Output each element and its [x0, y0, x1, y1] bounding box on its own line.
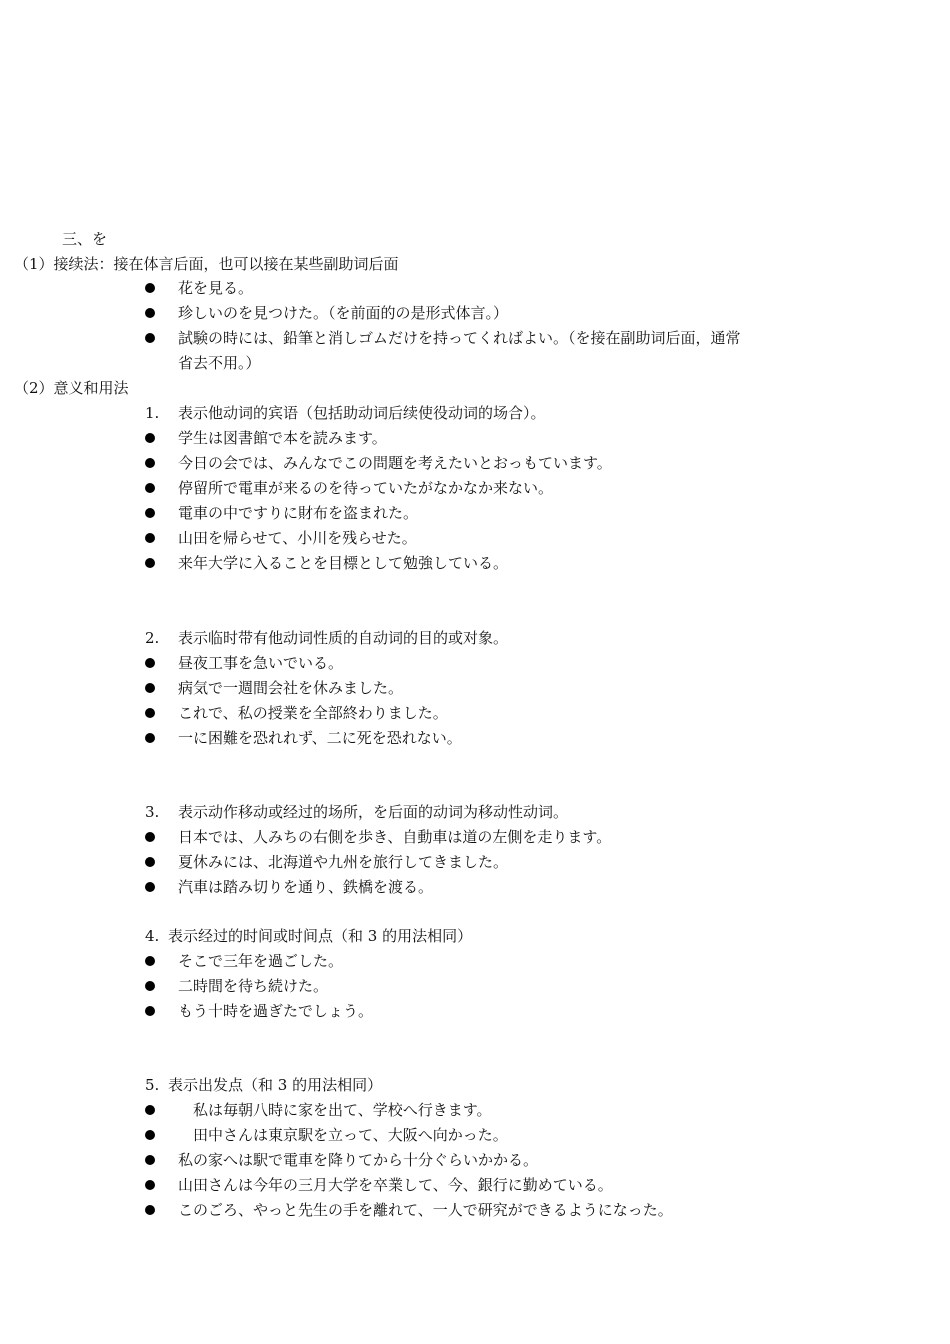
group-title: 表示动作移动或经过的场所，を后面的动词为移动性动词。: [178, 803, 569, 821]
bullet-icon: [145, 1180, 155, 1190]
list-item: 汽車は踏み切りを通り、鉄橋を渡る。: [178, 878, 434, 896]
list-item: 停留所で電車が来るのを待っていたがなかなか来ない。: [178, 479, 554, 497]
bullet-icon: [145, 683, 155, 693]
group-title: 表示临时带有他动词性质的自动词的目的或对象。: [178, 629, 509, 647]
bullet-icon: [145, 956, 155, 966]
group-title: 表示他动词的宾语（包括助动词后续使役动词的场合）。: [178, 404, 546, 422]
list-item: 花を見る。: [178, 279, 254, 297]
group-title: 表示出发点（和 3 的用法相同）: [168, 1076, 383, 1094]
list-item: 昼夜工事を急いでいる。: [178, 654, 344, 672]
bullet-icon: [145, 308, 155, 318]
group-number: 3.: [145, 803, 160, 821]
bullet-icon: [145, 283, 155, 293]
group-number: 2.: [145, 629, 160, 647]
bullet-icon: [145, 857, 155, 867]
bullet-icon: [145, 658, 155, 668]
group-title: 表示经过的时间或时间点（和 3 的用法相同）: [168, 927, 473, 945]
bullet-icon: [145, 1105, 155, 1115]
bullet-icon: [145, 1205, 155, 1215]
list-item: 一に困難を恐れれず、二に死を恐れない。: [178, 729, 462, 747]
bullet-icon: [145, 508, 155, 518]
bullet-icon: [145, 533, 155, 543]
list-item: 病気で一週間会社を休みました。: [178, 679, 404, 697]
list-item: 私は毎朝八時に家を出て、学校へ行きます。: [178, 1101, 492, 1119]
list-item-continuation: 省去不用。）: [178, 354, 261, 372]
section-title: 三、を: [62, 230, 108, 248]
list-item: 私の家へは駅で電車を降りてから十分ぐらいかかる。: [178, 1151, 539, 1169]
bullet-icon: [145, 1130, 155, 1140]
list-item: 学生は図書館で本を読みます。: [178, 429, 387, 447]
list-item: このごろ、やっと先生の手を離れて、一人で研究ができるようになった。: [178, 1201, 673, 1219]
list-item: 二時間を待ち続けた。: [178, 977, 329, 995]
connection-heading: （1）接续法：接在体言后面，也可以接在某些副助词后面: [14, 255, 399, 273]
list-item: 電車の中ですりに財布を盗まれた。: [178, 504, 419, 522]
bullet-icon: [145, 832, 155, 842]
list-item: 山田を帰らせて、小川を残らせた。: [178, 529, 417, 547]
bullet-icon: [145, 458, 155, 468]
list-item: 試験の時には、鉛筆と消しゴムだけを持ってくればよい。（を接在副助词后面，通常: [178, 329, 741, 347]
bullet-icon: [145, 333, 155, 343]
list-item: 田中さんは東京駅を立って、大阪へ向かった。: [178, 1126, 508, 1144]
bullet-icon: [145, 981, 155, 991]
bullet-icon: [145, 1006, 155, 1016]
list-item: 日本では、人みちの右側を歩き、自動車は道の左側を走ります。: [178, 828, 612, 846]
bullet-icon: [145, 483, 155, 493]
list-item: 今日の会では、みんなでこの問題を考えたいとおっもています。: [178, 454, 612, 472]
group-number: 5.: [145, 1076, 160, 1094]
list-item: もう十時を過ぎたでしょう。: [178, 1002, 374, 1020]
list-item: これで、私の授業を全部終わりました。: [178, 704, 448, 722]
list-item: 夏休みには、北海道や九州を旅行してきました。: [178, 853, 509, 871]
usage-heading: （2）意义和用法: [14, 379, 129, 397]
list-item: 山田さんは今年の三月大学を卒業して、今、銀行に勤めている。: [178, 1176, 613, 1194]
bullet-icon: [145, 558, 155, 568]
group-number: 1.: [145, 404, 160, 422]
group-number: 4.: [145, 927, 160, 945]
list-item: そこで三年を過ごした。: [178, 952, 344, 970]
list-item: 珍しいのを見つけた。（を前面的の是形式体言。）: [178, 304, 509, 322]
bullet-icon: [145, 433, 155, 443]
bullet-icon: [145, 733, 155, 743]
bullet-icon: [145, 708, 155, 718]
bullet-icon: [145, 1155, 155, 1165]
bullet-icon: [145, 882, 155, 892]
list-item: 来年大学に入ることを目標として勉強している。: [178, 554, 509, 572]
